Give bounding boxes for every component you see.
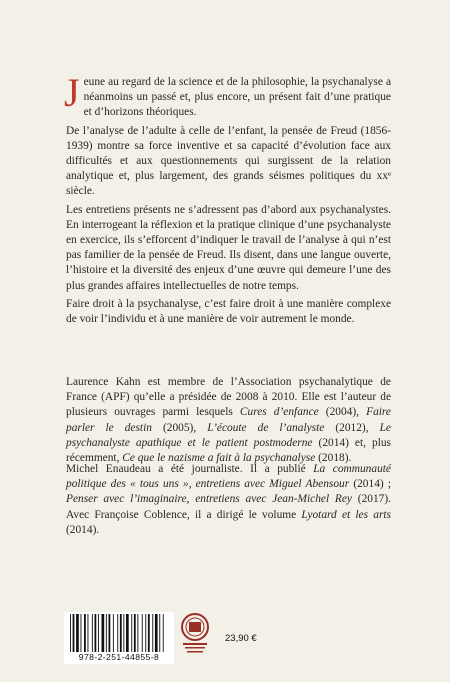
blurb-paragraph-4: Faire droit à la psychanalyse, c’est faire droit à une manière complexe de voir l’individu et à une manière de voir autrement le monde.	[66, 297, 391, 326]
isbn-number: 978-2-251-44855-8	[78, 652, 160, 662]
bio-text: (2004),	[318, 406, 367, 419]
blurb-paragraph-2: De l’analyse de l’adulte à celle de l’enfant, la pensée de Freud (1856-1939) montre sa force inventive et sa capacité d’évolution face aux difficultés et aux questionnements qui surgissent de la relation analytique et, plus largement, des grands séismes politiques du xxᵉ siècle.	[66, 124, 391, 198]
price: 23,90 €	[225, 633, 257, 644]
author-bio-enaudeau-text	[66, 462, 391, 538]
book-title: Penser avec l’imaginaire, entretiens avec Jean-Michel Rey	[66, 493, 352, 506]
blurb	[64, 70, 391, 327]
barcode-bars	[68, 614, 170, 654]
drop-cap: J	[64, 70, 80, 115]
book-title: La communauté politique des « tous uns », entretiens avec Miguel Abensour	[66, 463, 391, 491]
book-title: Faire parler le destin	[66, 406, 391, 434]
bio-text: Michel Enaudeau a été journaliste. Il a publié	[66, 463, 314, 475]
publisher-seal-logo	[178, 612, 212, 658]
author-bio-enaudeau	[66, 462, 391, 538]
bio-text: (2012),	[324, 421, 380, 434]
bio-text: (2014) ;	[349, 478, 392, 491]
bio-text: (2017). Avec Françoise Coblence, il a dirigé le volume	[66, 493, 391, 521]
bio-text: (2005),	[151, 421, 208, 434]
blurb-paragraph-3: Les entretiens présents ne s’adressent pas d’abord aux psychanalystes. En interrogeant la réflexion et la pratique clinique d’une psychanalyste en exercice, ils s’efforcent d’indiquer le travail de l’analyse à qui n’est pas familier de la pensée de Freud. Ils disent, dans une langue ouverte, l’histoire et la diversité des enjeux d’une œuvre qui demeure l’une des plus grandes affaires intellectuelles de notre temps.	[66, 203, 391, 292]
bio-text: (2018).	[315, 452, 352, 465]
book-title: Cures d’enfance	[239, 406, 319, 419]
bio-text: (2014) et, plus récemment,	[66, 436, 391, 465]
blurb-paragraph-1	[64, 70, 391, 121]
author-bio-kahn-text	[66, 375, 391, 466]
book-title: L’écoute de l’analyste	[207, 421, 325, 434]
book-title: Le psychanalyste apathique et le patient postmoderne	[66, 421, 391, 449]
book-title: Lyotard et les arts	[301, 508, 391, 521]
book-title: Ce que le nazisme a fait à la psychanalyse	[122, 452, 316, 465]
bio-text: Laurence Kahn est membre de l’Association psychanalytique de France (APF) qu’elle a présidée de 2008 à 2010. Elle est l’auteur de plusieurs ouvrages parmi lesquels	[66, 376, 391, 419]
bio-text: (2014).	[66, 523, 100, 536]
author-bio-kahn	[66, 375, 391, 466]
blurb-paragraph-1-text: eune au regard de la science et de la philosophie, la psychanalyse a néanmoins un passé et, plus encore, un présent fait d’une pratique et d’horizons théoriques.	[83, 76, 391, 119]
